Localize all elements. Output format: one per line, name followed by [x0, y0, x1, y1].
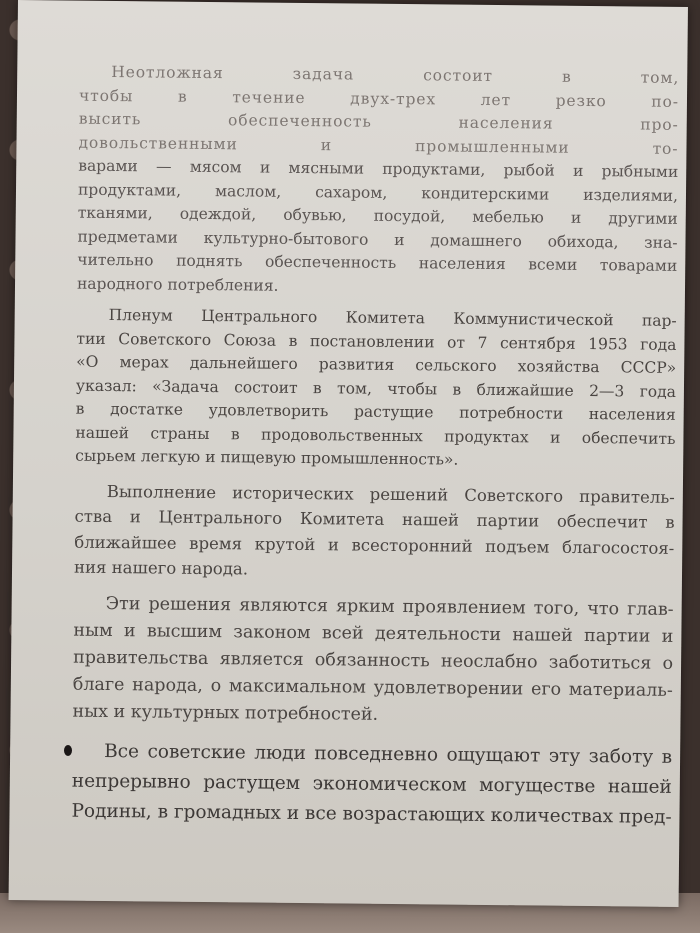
- text-line: указал: «Задача состоит в том, чтобы в ближайшие 2—3 года: [75, 376, 677, 401]
- text-line: народного потребления.: [76, 274, 279, 295]
- paragraph-3: [74, 478, 675, 586]
- page-text: [71, 61, 679, 836]
- text-line: ния нашего народа.: [73, 557, 249, 579]
- paragraph-4: [72, 592, 673, 733]
- text-line: «О мерах дальнейшего развития сельского хозяйства СССР»: [76, 352, 677, 377]
- text-line: сырьем легкую и пищевую промышленность».: [75, 446, 459, 469]
- text-line: чительно поднять обеспеченность населения всеми товарами: [77, 250, 678, 275]
- text-line: Все советские люди повседневно ощущают эту заботу в: [104, 740, 673, 768]
- text-line: ных и культурных потребностей.: [72, 701, 379, 725]
- text-line: ства и Центрального Комитета нашей партии обеспечит в: [74, 506, 675, 532]
- text-line: благе народа, о максимальном удовлетворении его материаль-: [72, 674, 673, 701]
- text-line: непрерывно растущем экономическом могуществе нашей: [71, 770, 672, 798]
- printed-page: [9, 0, 688, 907]
- text-line: продуктами, маслом, сахаром, кондитерскими изделиями,: [77, 180, 679, 205]
- text-line: правительства является обязанность неослабно заботиться о: [73, 647, 674, 674]
- text-line: Выполнение исторических решений Советского правитель-: [106, 481, 675, 507]
- text-line: Пленум Центрального Комитета Коммунистической пар-: [108, 305, 677, 330]
- text-line: тии Советского Союза в постановлении от 7 сентября 1953 года: [76, 329, 677, 354]
- ink-spot: [64, 745, 72, 756]
- paragraph-1: [77, 61, 679, 302]
- text-line: чтобы в течение двух-трех лет резко по-: [78, 86, 680, 111]
- text-line: тканями, одеждой, обувью, посудой, мебелью и другими: [77, 203, 678, 228]
- text-line: Эти решения являются ярким проявлением того, что глав-: [105, 593, 674, 620]
- text-line: варами — мясом и мясными продуктами, рыбой и рыбными: [78, 156, 679, 181]
- text-line: ным и высшим законом всей деятельности нашей партии и: [73, 620, 674, 647]
- text-line: Неотложная задача состоит в том,: [111, 62, 680, 87]
- paragraph-5: [71, 739, 672, 835]
- text-line: ближайшее время крутой и всесторонний подъем благосостоя-: [74, 532, 675, 558]
- text-line: предметами культурно-бытового и домашнего обихода, зна-: [77, 227, 678, 252]
- text-line: высить обеспеченность населения про-: [78, 109, 679, 134]
- text-line: Родины, в громадных и все возрастающих количествах пред-: [71, 800, 672, 828]
- text-line: нашей страны в продовольственных продуктах и обеспечить: [75, 423, 676, 448]
- paragraph-2: [75, 304, 677, 475]
- text-line: довольственными и промышленными то-: [78, 133, 679, 158]
- text-line: в достатке удовлетворить растущие потребности населения: [75, 399, 676, 424]
